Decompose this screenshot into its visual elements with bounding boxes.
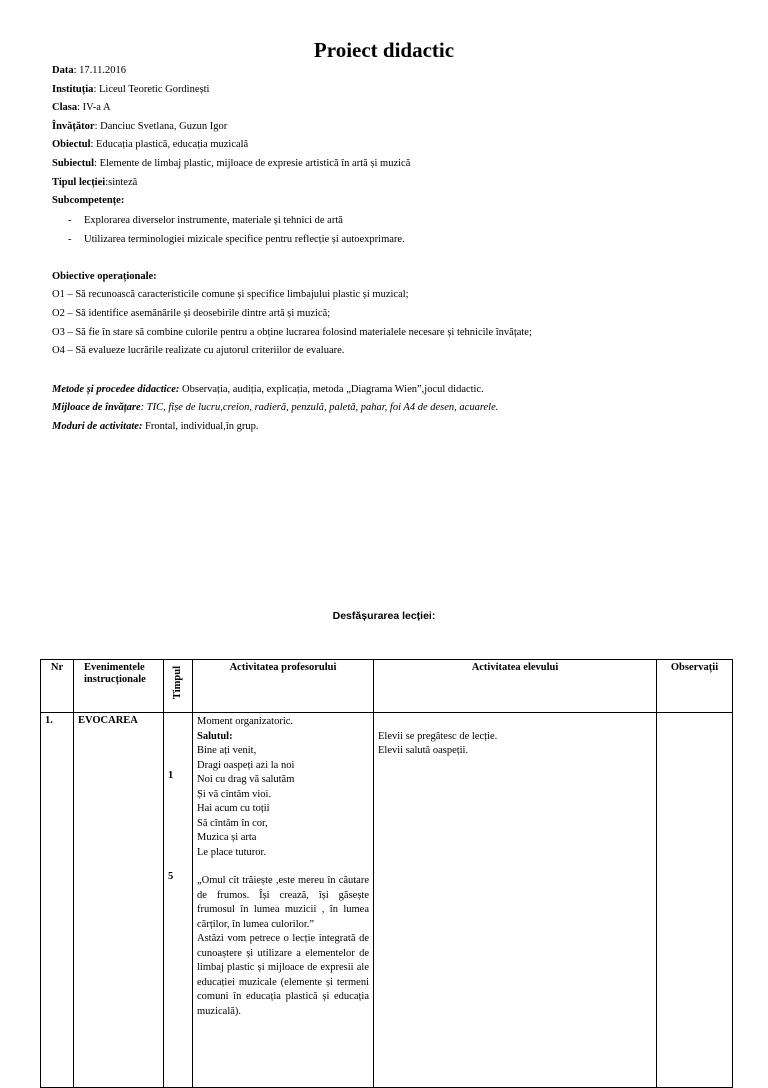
obiectiv-o4: O4 – Să evalueze lucrările realizate cu ajutorul criteriilor de evaluare. <box>52 345 345 357</box>
col-header-elev: Activitatea elevului <box>374 660 657 713</box>
col-header-observatii: Observații <box>657 660 733 713</box>
metode-line: Metode și procedee didactice: Observația, audiția, explicația, metoda „Diagrama Wien”,jocul didactic. <box>52 383 484 395</box>
obiectiv-o3: O3 – Să fie în stare să combine culorile pentru a obține lucrarea folosind materialele necesare și tehnicile învățate; <box>52 326 532 338</box>
row-observatii <box>657 713 733 1088</box>
row-eveniment: EVOCAREA <box>74 713 164 1088</box>
col-header-evenimente: Evenimentele instrucționale <box>74 660 164 713</box>
col-header-nr: Nr <box>41 660 74 713</box>
row-profesor: Moment organizatoric. Salutul: Bine ați venit, Dragi oaspeți azi la noi Noi cu drag vă salutăm Și vă cîntăm vioi. Hai acum cu toții Să cîntăm în cor, Muzica și arta Le place tuturor. „Omul cît trăiește ,este mereu în căutare de frumos. Își crează, își găsește frumosul în lumea muzicii , în lumea cărților, în lumea culorilor.” Astăzi vom petrece o lecție integrată de cunoaștere și utilizare a elementelor de limbaj plastic și mijloace de expresii ale educației muzicale (elemente și termeni comuni în educația plastică și educația muzicală). <box>193 713 374 1088</box>
subcompetente-label: Subcompetențe: <box>52 195 125 207</box>
row-timpul: 1 5 <box>164 713 193 1088</box>
subiectul-line: Subiectul: Elemente de limbaj plastic, mijloace de expresie artistică în artă și muzică <box>52 157 411 169</box>
section-title: Desfășurarea lecției: <box>332 610 436 622</box>
list-item: - Utilizarea terminologiei mizicale specifice pentru reflecție și autoexprimare. <box>68 234 405 246</box>
moduri-line: Moduri de activitate: Frontal, individual,în grup. <box>52 420 259 432</box>
data-line: Data: 17.11.2016 <box>52 65 127 76</box>
subcompetente-list <box>52 211 752 250</box>
clasa-line: Clasa: IV-a A <box>52 102 111 114</box>
row-nr: 1. <box>41 713 74 1088</box>
mijloace-line: Mijloace de învățare: TIC, fișe de lucru,creion, radieră, penzulă, paletă, pahar, foi A4 de desen, acuarele. <box>52 402 499 414</box>
obiectiv-o1: O1 – Să recunoască caracteristicile comune și specifice limbajului plastic și muzical; <box>52 289 409 301</box>
tipul-line: Tipul lecției:sinteză <box>52 176 138 188</box>
list-item: - Explorarea diverselor instrumente, materiale și tehnici de artă <box>68 214 343 226</box>
obiective-title: Obiective operaționale: <box>52 270 157 282</box>
table-header-row <box>41 660 733 713</box>
invatator-line: Învățător: Danciuc Svetlana, Guzun Igor <box>52 120 228 132</box>
page-title: Proiect didactic <box>313 38 455 62</box>
col-header-profesor: Activitatea profesorului <box>193 660 374 713</box>
obiectiv-o2: O2 – Să identifice asemănările și deosebirile dintre artă și muzică; <box>52 307 331 319</box>
col-header-timpul: Timpul <box>164 660 193 713</box>
header-block <box>52 62 752 437</box>
row-elev: Elevii se pregătesc de lecție. Elevii salută oaspeții. <box>374 713 657 1088</box>
obiectul-line: Obiectul: Educația plastică, educația muzicală <box>52 139 249 151</box>
table-row <box>41 713 733 1088</box>
institutia-line: Instituția: Liceul Teoretic Gordinești <box>52 83 210 95</box>
